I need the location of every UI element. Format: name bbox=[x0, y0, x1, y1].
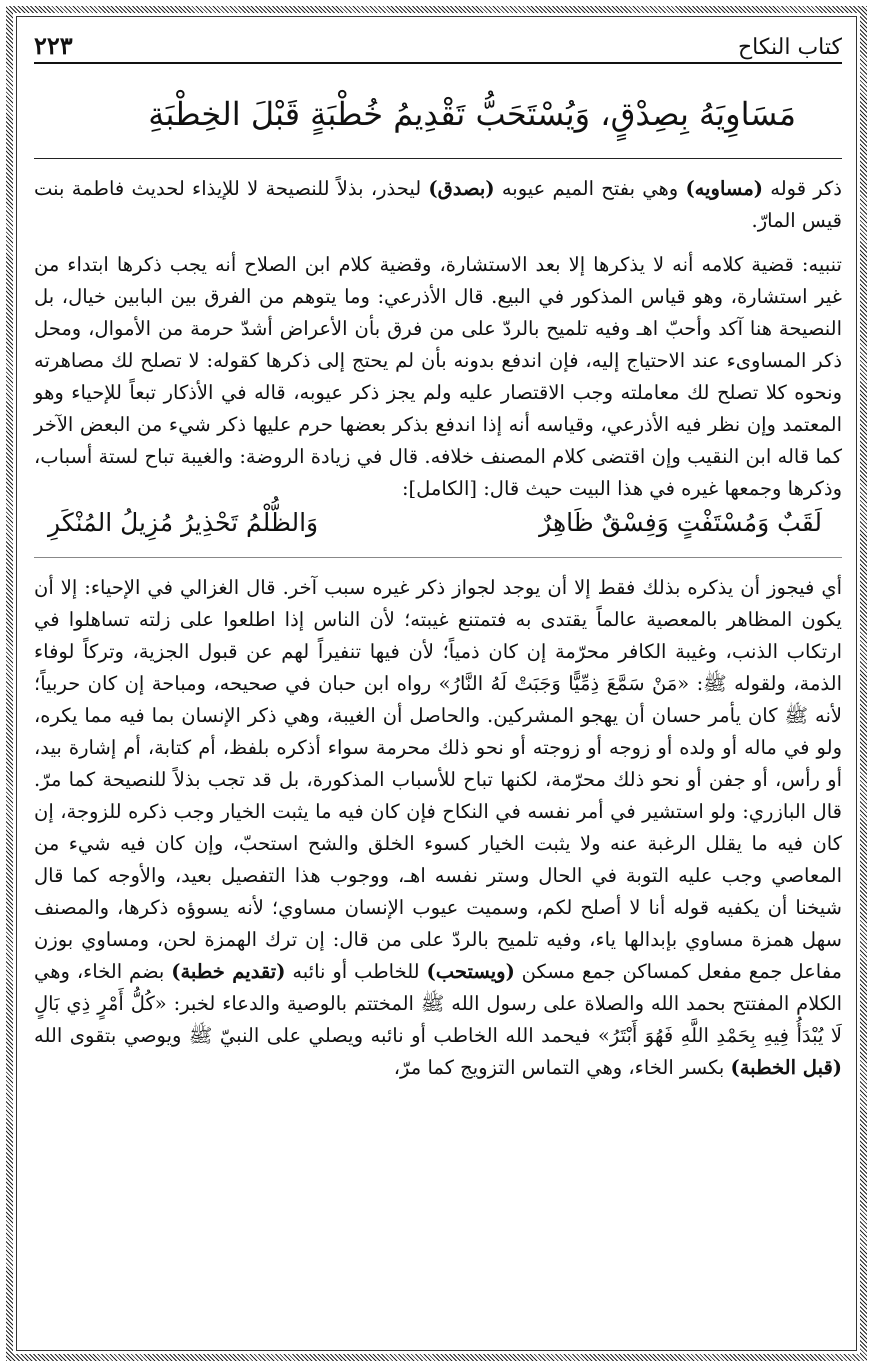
bold-term: (ويستحب) bbox=[426, 960, 515, 983]
text-run: ليحذر، بذلاً للنصيحة لا للإيذاء لحديث فاطمة بنت قيس المارّ. bbox=[34, 177, 842, 232]
paragraph-2: تنبيه: قضية كلامه أنه لا يذكرها إلا بعد الاستشارة، وقضية كلام ابن الصلاح أنه يجب ذكرها ابتداء من غير استشارة، وهو قياس المذكور في البيع. قال الأذرعي: وما يتوهم من الفرق بين البابين خيال، بل النصيحة هنا آكد وأحبّ اهـ وفيه تلميح بالردّ على من فرق بأن الأعراض أشدّ حرمة من الأموال، ومحل ذكر المساوىء عند الاحتياج إليه، فإن اندفع بدونه بأن لم يحتج إلى ذكرها كقوله: لا تصلح لك مصاهرته ونحوه كلا تصلح لك معاملته وجب الاقتصار عليه ولم يجز ذكر عيوبه، قاله في الأذكار تبعاً للإحياء وهو المعتمد وإن نظر فيه الأذرعي، وقياسه أنه إذا اندفع بذكر بعضها حرم عليها ذكر شيء من البعض الآخر كما قاله ابن النقيب وإن اقتضى كلام المصنف خلافه. قال في زيادة الروضة: والغيبة تباح لستة أسباب، وذكرها وجمعها غيره في هذا البيت حيث قال: [الكامل]: bbox=[34, 253, 842, 500]
paragraph-1 bbox=[34, 173, 842, 237]
matn-divider bbox=[34, 158, 842, 159]
page bbox=[34, 24, 842, 1334]
text-run: وهي بفتح الميم عيوبه bbox=[494, 177, 686, 200]
verse-second-hemistich: وَالظُّلْمُ تَحْذِيرُ مُزِيلُ المُنْكَرِ bbox=[48, 508, 319, 537]
bold-term: (قبل الخطبة) bbox=[730, 1056, 842, 1079]
paragraph-3 bbox=[34, 572, 842, 1084]
bold-term: (بصدق) bbox=[428, 177, 495, 200]
page-header bbox=[34, 24, 842, 64]
matn-text: مَسَاوِيَهُ بِصِدْقٍ، وَيُسْتَحَبُّ تَقْدِيمُ خُطْبَةٍ قَبْلَ الخِطْبَةِ bbox=[148, 95, 796, 133]
bold-term: (تقديم خطبة) bbox=[171, 960, 286, 983]
text-run: أي فيجوز أن يذكره بذلك فقط إلا أن يوجد لجواز ذكر غيره سبب آخر. قال الغزالي في الإحياء: إلا أن يكون المظاهر بالمعصية عالماً يقتدى به فتمتنع غيبته؛ لأن الناس إذا اطلعوا على زلته تساهلوا في ارتكاب الذنب، وغيبة الكافر محرّمة إن كان ذمياً؛ لأن فيها تنفيراً لهم عن قبول الجزية، وتركاً لوفاء الذمة، ولقوله ﷺ: «مَنْ سَمَّعَ ذِمِّيًّا وَجَبَتْ لَهُ النَّارُ» رواه ابن حبان في صحيحه، ومباحة إن كان حربياً؛ لأنه ﷺ كان يأمر حسان أن يهجو المشركين. والحاصل أن الغيبة، وهي ذكر الإنسان بما فيه مما يكره، ولو في ماله أو ولده أو زوجه أو زوجته أو نحو ذلك محرمة سواء أذكره بلفظ، أم كتابة، أم إشارة بيد، أو رأس، أو جفن أو نحو ذلك محرّمة، لكنها تباح للأسباب المذكورة، بل قد تجب بذلاً للنصيحة كما مرّ. قال البازري: ولو استشير في أمر نفسه في النكاح فإن كان فيه ما يثبت الخيار وجب ذكره للزوجة، إن كان فيه ما يقلل الرغبة عنه ولا يثبت الخيار كسوء الخلق والشح استحبّ، وإن كان فيه شيء من المعاصي وجب عليه التوبة في الحال وستر نفسه اهـ، ووجوب هذا التفصيل بعيد، والأوجه كما قال شيخنا أن يكفيه قوله أنا لا أصلح لكم، وسميت عيوب الإنسان مساوي؛ لأنه يسوؤه ذكرها، والمصنف سهل همزة مساوي بإبدالها ياء، وفيه تلميح بالردّ على من قال: إن ترك الهمزة لحن، ومساوي بوزن مفاعل جمع مفعل كمساكن جمع مسكن bbox=[34, 576, 843, 983]
text-run: بضم الخاء، وهي الكلام المفتتح بحمد الله والصلاة على رسول الله ﷺ المختتم بالوصية والدعاء لخبر: «كُلُّ أَمْرٍ ذِي بَالٍ لَا يُبْدَأُ فِيهِ بِحَمْدِ اللَّهِ فَهُوَ أَبْتَرُ» فيحمد الله الخاطب أو نائبه ويصلي على النبيّ ﷺ ويوصي بتقوى الله bbox=[34, 960, 842, 1047]
text-run: بكسر الخاء، وهي التماس التزويج كما مرّ، bbox=[393, 1056, 731, 1079]
text-run: ذكر قوله bbox=[763, 177, 842, 200]
bold-term: (مساويه) bbox=[685, 177, 763, 200]
text-run: للخاطب أو نائبه bbox=[285, 960, 427, 983]
page-number: ٢٢٣ bbox=[34, 31, 73, 60]
chapter-title: كتاب النكاح bbox=[737, 35, 842, 60]
poetry-verse bbox=[34, 507, 842, 539]
verse-divider bbox=[34, 557, 842, 558]
verse-first-hemistich: لَقَبٌ وَمُسْتَفْتٍ وَفِسْقٌ ظَاهِرٌ bbox=[539, 508, 822, 537]
